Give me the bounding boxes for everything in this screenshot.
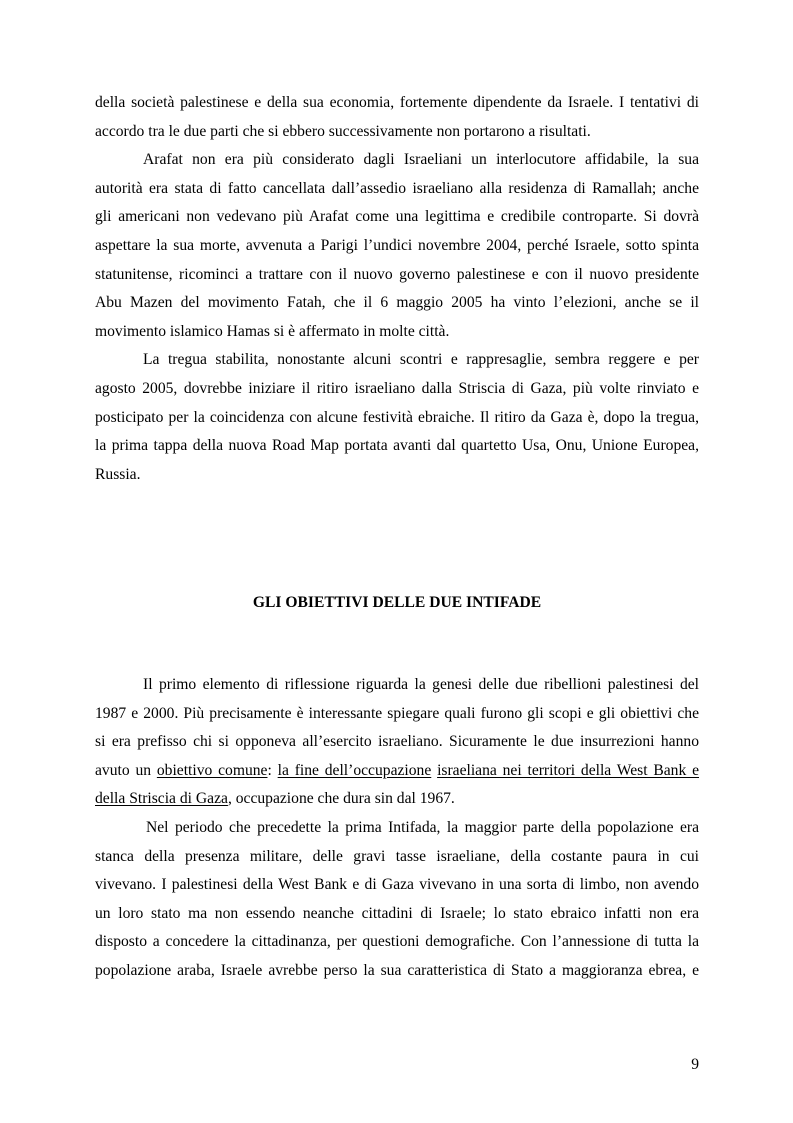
section-heading: GLI OBIETTIVI DELLE DUE INTIFADE — [252, 594, 542, 611]
text-line: agosto 2005, dovrebbe iniziare il ritiro israeliano dalla Striscia di Gaza, più volte rinviato e — [95, 379, 699, 397]
text-line: Russia. — [95, 465, 141, 483]
text-line: aspettare la sua morte, avvenuta a Parigi l’undici novembre 2004, perché Israele, sotto spinta — [95, 236, 699, 254]
text-line: della società palestinese e della sua economia, fortemente dipendente da Israele. I tentativi di — [95, 94, 699, 111]
text-line: Abu Mazen del movimento Fatah, che il 6 maggio 2005 ha vinto l’elezioni, anche se il — [95, 294, 699, 312]
section-1-body — [95, 89, 699, 489]
text-line: 1987 e 2000. Più precisamente è interessante spiegare quali furono gli scopi e gli obiettivi che — [95, 704, 699, 722]
text-line: si era prefisso chi si opponeva all’esercito israeliano. Sicuramente le due insurrezioni hanno — [95, 733, 699, 751]
text-line-underlined — [95, 785, 699, 814]
text-line: posticipato per la coincidenza con alcune festività ebraiche. Il ritiro da Gaza è, dopo la tregua, — [95, 408, 699, 426]
underlined-phrase-obiettivo: obiettivo comune — [156, 761, 268, 779]
text-segment: , occupazione che dura sin dal 1967. — [227, 790, 455, 808]
text-line: stanca della presenza militare, delle gravi tasse israeliane, della costante paura in cui — [95, 847, 699, 865]
text-line: movimento islamico Hamas si è affermato in molte città. — [95, 322, 450, 340]
text-line: vivevano. I palestinesi della West Bank e di Gaza vivevano in una sorta di limbo, non avendo — [95, 876, 699, 894]
text-line: un loro stato ma non essendo neanche cittadini di Israele; lo stato ebraico infatti non era — [95, 904, 699, 922]
underlined-phrase-fine-occupazione: la fine dell’occupazione — [277, 761, 432, 779]
page-number: 9 — [691, 1056, 699, 1073]
text-line: autorità era stata di fatto cancellata dall’assedio israeliano alla residenza di Ramallah; anche — [95, 179, 699, 197]
text-line: Nel periodo che precedette la prima Intifada, la maggior parte della popolazione era — [146, 818, 699, 836]
text-line: gli americani non vedevano più Arafat come una legittima e credibile controparte. Si dovrà — [95, 208, 699, 226]
text-line: disposto a concedere la cittadinanza, per questioni demografiche. Con l’annessione di tutta la — [95, 933, 699, 951]
text-line: la prima tappa della nuova Road Map portata avanti dal quartetto Usa, Onu, Unione Europea, — [95, 437, 699, 455]
underlined-phrase-striscia: della Striscia di Gaza — [95, 790, 228, 808]
text-line: statunitense, ricominci a trattare con il nuovo governo palestinese e con il nuovo presidente — [95, 265, 699, 283]
text-segment: : — [267, 761, 278, 779]
text-segment: avuto un — [95, 761, 157, 779]
text-line: accordo tra le due parti che si ebbero successivamente non portarono a risultati. — [95, 122, 591, 140]
text-line: La tregua stabilita, nonostante alcuni scontri e rappresaglie, sembra reggere e per — [143, 351, 699, 369]
text-line: Arafat non era più considerato dagli Israeliani un interlocutore affidabile, la sua — [143, 151, 699, 169]
text-line: Il primo elemento di riflessione riguarda la genesi delle due ribellioni palestinesi del — [143, 676, 699, 693]
text-line: popolazione araba, Israele avrebbe perso la sua caratteristica di Stato a maggioranza ebrea, e — [95, 961, 699, 979]
section-2-body — [95, 671, 699, 986]
underlined-phrase-territori: israeliana nei territori della West Bank e — [437, 761, 700, 779]
text-line-underlined — [95, 757, 699, 786]
